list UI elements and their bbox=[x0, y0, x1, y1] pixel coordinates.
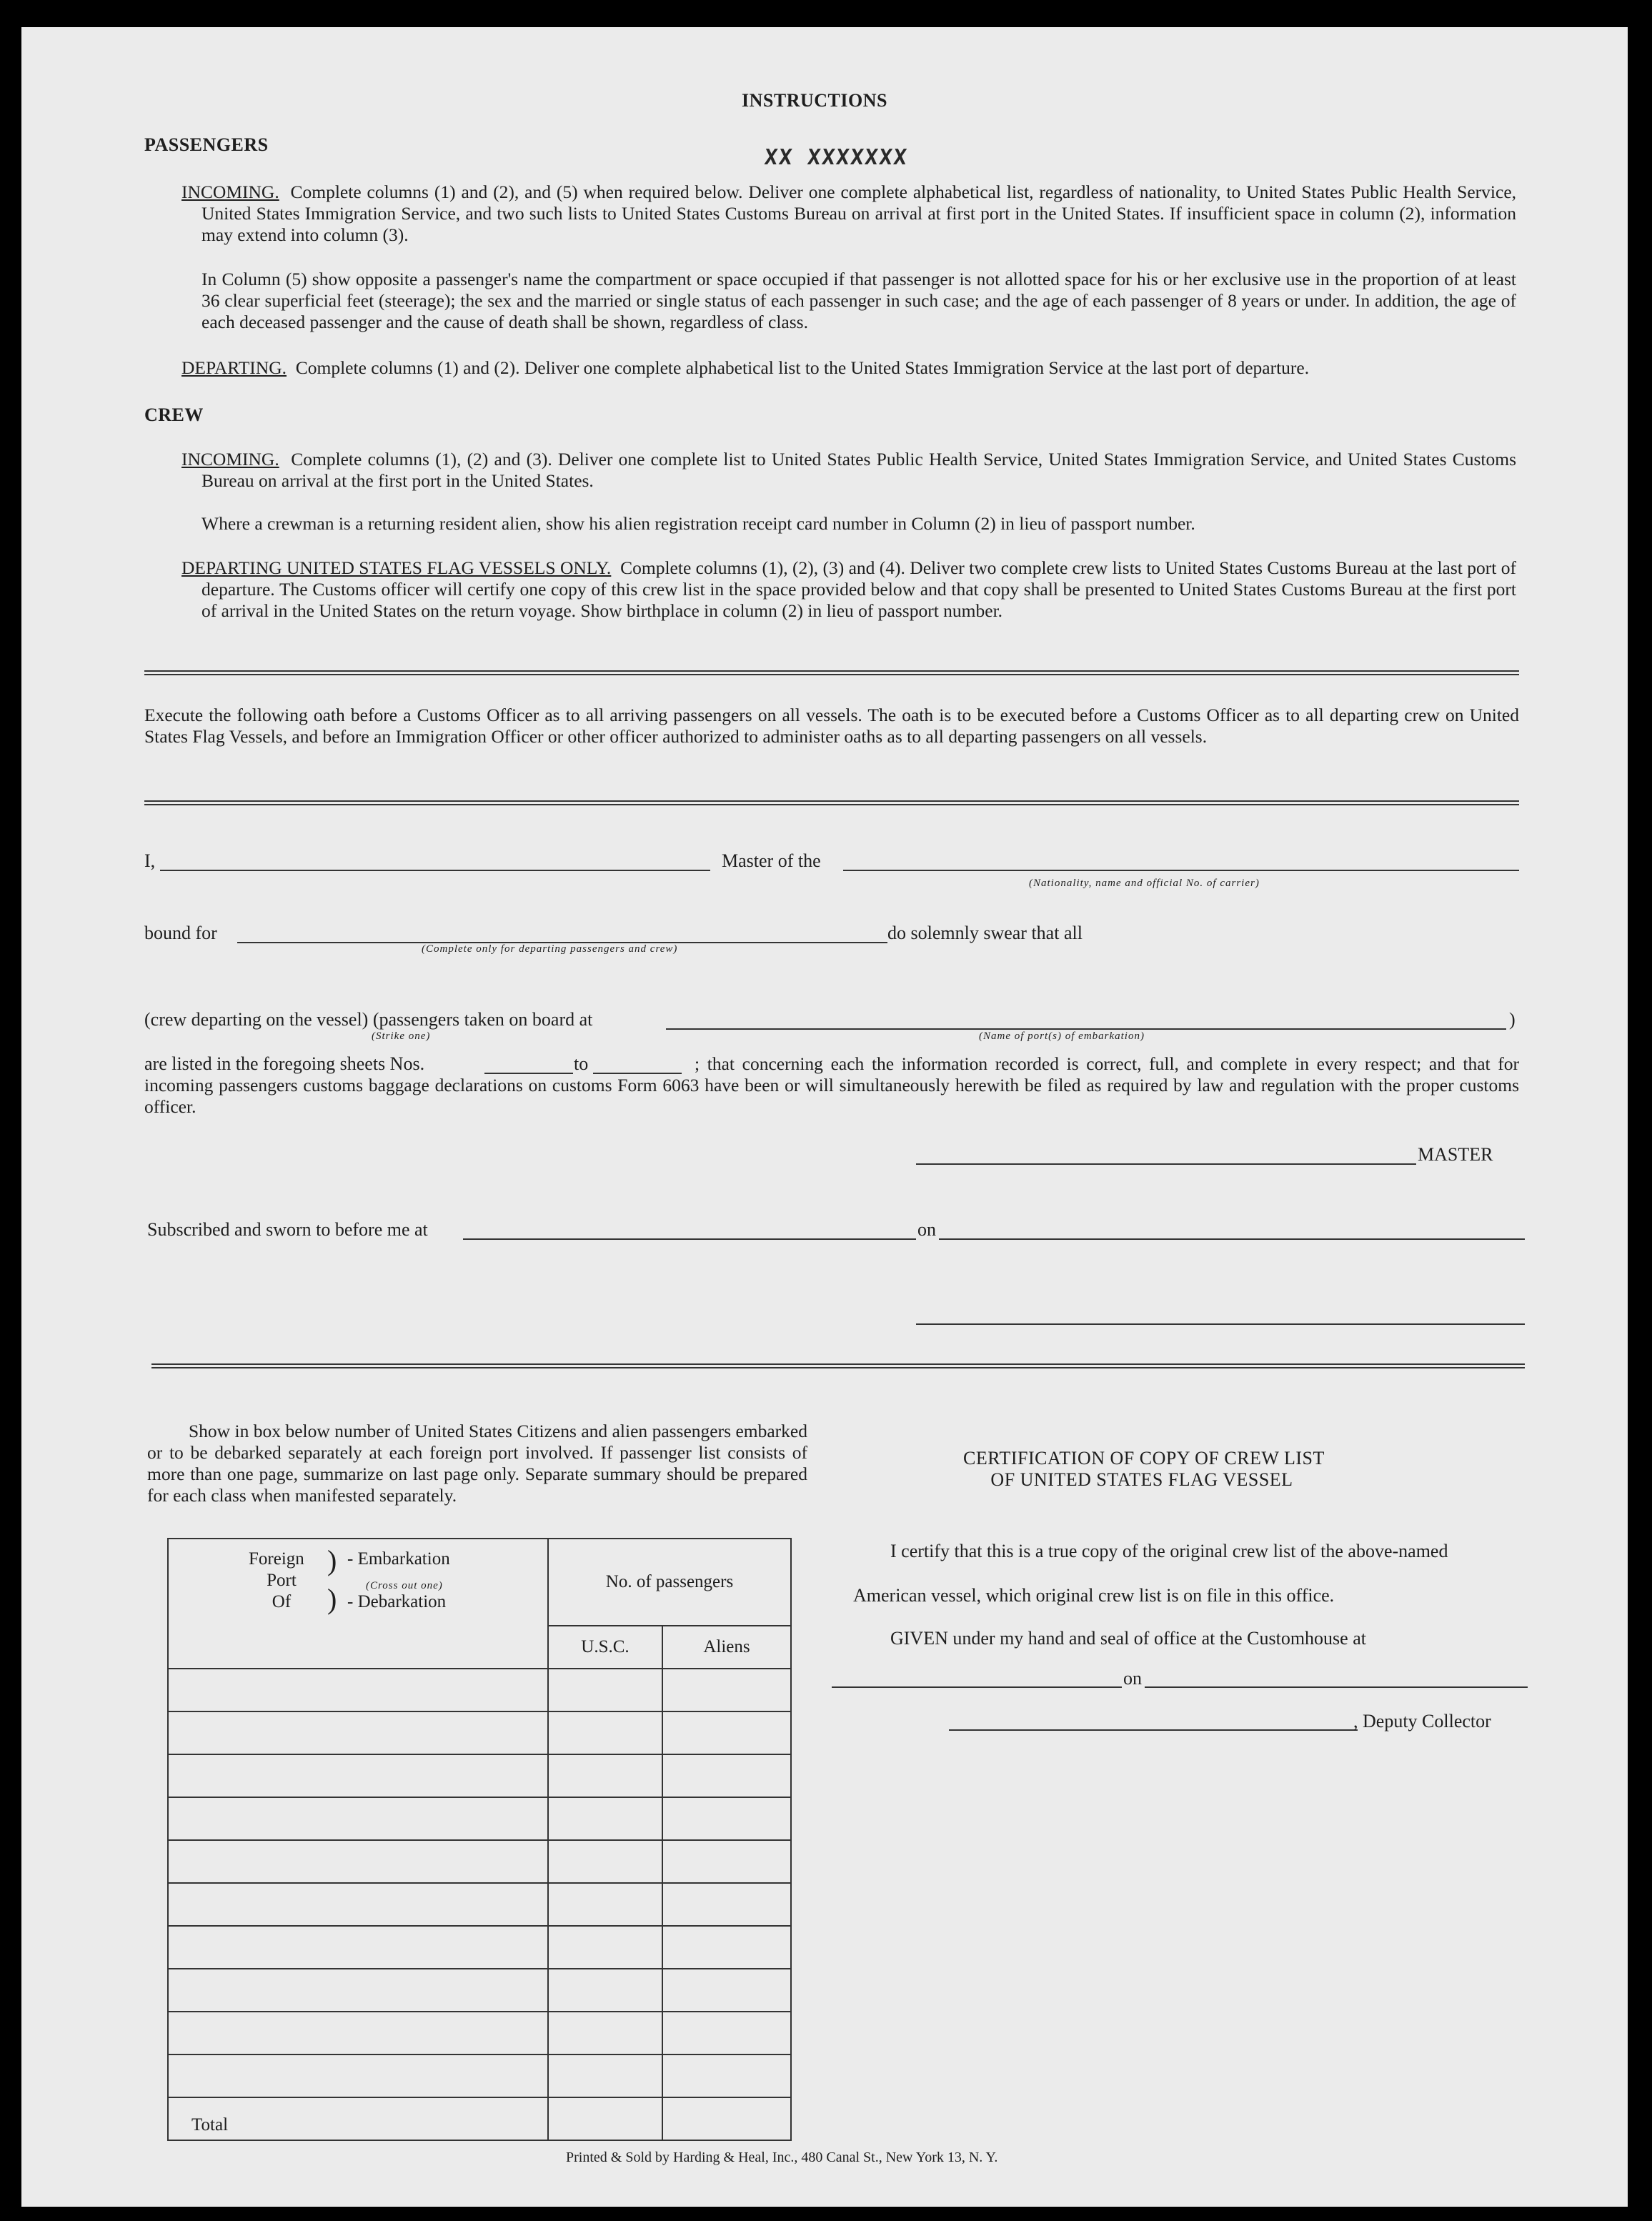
table-row bbox=[168, 1926, 791, 1969]
aliens-cell[interactable] bbox=[662, 1711, 791, 1754]
embarkation-port-field[interactable] bbox=[666, 1028, 1506, 1030]
officer-signature-field[interactable] bbox=[916, 1323, 1525, 1325]
customhouse-field[interactable] bbox=[832, 1686, 1122, 1688]
port-cell[interactable] bbox=[168, 1797, 548, 1840]
usc-cell[interactable] bbox=[548, 1969, 662, 2012]
usc-cell[interactable] bbox=[548, 1754, 662, 1797]
foreign-port-header bbox=[168, 1539, 548, 1669]
master-of-the-label: Master of the bbox=[722, 850, 821, 871]
subscribed-label: Subscribed and sworn to before me at bbox=[147, 1219, 428, 1240]
passengers-heading: PASSENGERS bbox=[144, 134, 269, 155]
usc-cell[interactable] bbox=[548, 2054, 662, 2097]
usc-cell[interactable] bbox=[548, 1797, 662, 1840]
table-row bbox=[168, 1840, 791, 1883]
printer-footer: Printed & Sold by Harding & Heal, Inc., 480 Canal St., New York 13, N. Y. bbox=[566, 2150, 998, 2165]
to-label: to bbox=[574, 1053, 589, 1074]
aliens-cell[interactable] bbox=[662, 1797, 791, 1840]
divider-1 bbox=[144, 670, 1519, 675]
aliens-cell[interactable] bbox=[662, 1669, 791, 1711]
port-label: Port bbox=[267, 1571, 297, 1590]
summary-text: Show in box below number of United States Citizens and alien passengers embarked or to be debarked separately at each foreign port involved. If passenger list consists of more than one page, summarize on last page only. Separate summary should be prepared for each class when manifested separately. bbox=[147, 1421, 807, 1506]
subscribed-place-field[interactable] bbox=[463, 1238, 916, 1240]
passengers-incoming-label: INCOMING. bbox=[181, 182, 279, 202]
crew-heading: CREW bbox=[144, 404, 204, 425]
aliens-cell[interactable] bbox=[662, 1883, 791, 1926]
passengers-departing-text: Complete columns (1) and (2). Deliver one complete alphabetical list to the United States Immigration Service at the last port of departure. bbox=[295, 357, 1310, 378]
usc-cell[interactable] bbox=[548, 1711, 662, 1754]
table-row bbox=[168, 1711, 791, 1754]
certification-date-field[interactable] bbox=[1145, 1686, 1528, 1688]
usc-total-cell[interactable] bbox=[548, 2097, 662, 2140]
nationality-caption: (Nationality, name and official No. of carrier) bbox=[1029, 878, 1260, 889]
certify-line-2: American vessel, which original crew list is on file in this office. bbox=[853, 1585, 1335, 1606]
port-cell[interactable] bbox=[168, 1883, 548, 1926]
table-row bbox=[168, 1883, 791, 1926]
certification-title-1: CERTIFICATION OF COPY OF CREW LIST bbox=[963, 1448, 1325, 1469]
foreign-label: Foreign bbox=[249, 1549, 304, 1569]
bound-for-label: bound for bbox=[144, 923, 217, 943]
instructions-title: INSTRUCTIONS bbox=[742, 90, 887, 111]
usc-cell[interactable] bbox=[548, 1883, 662, 1926]
swear-text: do solemnly swear that all bbox=[887, 923, 1083, 943]
passengers-departing-paragraph bbox=[181, 357, 1516, 379]
listed-rest: ; that concerning each the information recorded is correct, full, and complete in every respect; and that for incoming passengers customs baggage declarations on customs Form 6063 have been or will simultaneously herewith be filed as required by law and regulation with the proper customs officer. bbox=[144, 1053, 1519, 1117]
usc-header: U.S.C. bbox=[548, 1626, 662, 1669]
deputy-collector-label: , Deputy Collector bbox=[1353, 1711, 1491, 1731]
bound-for-caption: (Complete only for departing passengers and crew) bbox=[422, 943, 678, 955]
strike-one-caption: (Strike one) bbox=[372, 1030, 431, 1042]
crew-departing-text-line: (crew departing on the vessel) (passengers taken on board at bbox=[144, 1009, 593, 1030]
divider-3 bbox=[151, 1363, 1525, 1368]
master-signature-field[interactable] bbox=[916, 1163, 1416, 1165]
port-cell[interactable] bbox=[168, 1969, 548, 2012]
port-cell[interactable] bbox=[168, 2054, 548, 2097]
port-cell[interactable] bbox=[168, 2012, 548, 2054]
table-row bbox=[168, 1669, 791, 1711]
total-label: Total bbox=[168, 2097, 548, 2140]
aliens-header: Aliens bbox=[662, 1626, 791, 1669]
aliens-cell[interactable] bbox=[662, 2054, 791, 2097]
deputy-signature-field[interactable] bbox=[949, 1729, 1358, 1731]
port-cell[interactable] bbox=[168, 1754, 548, 1797]
aliens-cell[interactable] bbox=[662, 1754, 791, 1797]
no-passengers-header: No. of passengers bbox=[548, 1539, 791, 1626]
crew-incoming-label: INCOMING. bbox=[181, 449, 279, 469]
aliens-cell[interactable] bbox=[662, 2012, 791, 2054]
usc-cell[interactable] bbox=[548, 1926, 662, 1969]
crew-incoming-paragraph bbox=[181, 449, 1516, 492]
subscribed-on-label: on bbox=[917, 1219, 936, 1240]
master-label: MASTER bbox=[1418, 1144, 1493, 1165]
aliens-cell[interactable] bbox=[662, 1969, 791, 2012]
port-caption: (Name of port(s) of embarkation) bbox=[979, 1030, 1145, 1042]
usc-cell[interactable] bbox=[548, 1669, 662, 1711]
given-line: GIVEN under my hand and seal of office at the Customhouse at bbox=[890, 1628, 1366, 1649]
crew-departing-text: Complete columns (1), (2), (3) and (4). Deliver two complete crew lists to United States Customs Bureau at the last port of departure. The Customs officer will certify one copy of this crew list in the space provided below and that copy shall be presented to United States Customs Bureau at the first port of arrival in the United States on the return voyage. Show birthplace in column (2) in lieu of passport number. bbox=[201, 557, 1516, 621]
cross-out-caption bbox=[366, 1574, 443, 1594]
table-row bbox=[168, 2054, 791, 2097]
crew-departing-paragraph bbox=[181, 557, 1516, 622]
aliens-cell[interactable] bbox=[662, 1840, 791, 1883]
table-row bbox=[168, 1969, 791, 2012]
usc-cell[interactable] bbox=[548, 2012, 662, 2054]
certification-on-label: on bbox=[1123, 1668, 1142, 1689]
carrier-field[interactable] bbox=[843, 870, 1519, 871]
brace-top-icon: ) bbox=[327, 1544, 337, 1576]
table-row bbox=[168, 1754, 791, 1797]
passenger-summary-table bbox=[167, 1538, 792, 2141]
subscribed-date-field[interactable] bbox=[939, 1238, 1525, 1240]
column5-paragraph: In Column (5) show opposite a passenger's name the compartment or space occupied if that passenger is not allotted space for his or her exclusive use in the proportion of at least 36 clear superficial feet (steerage); the sex and the married or single status of each passenger in such case; and the age of each passenger of 8 years or under. In addition, the age of each deceased passenger and the cause of death shall be shown, regardless of class. bbox=[201, 269, 1516, 332]
of-label: Of bbox=[272, 1592, 292, 1611]
divider-2 bbox=[144, 800, 1519, 805]
form-page bbox=[21, 27, 1628, 2207]
table-row bbox=[168, 2012, 791, 2054]
crew-departing-label: DEPARTING UNITED STATES FLAG VESSELS ONLY. bbox=[181, 557, 612, 578]
oath-intro: Execute the following oath before a Customs Officer as to all arriving passengers on all vessels. The oath is to be executed before a Customs Officer as to all departing crew on United States Flag Vessels, and before an Immigration Officer or other officer authorized to administer oaths as to all departing passengers on all vessels. bbox=[144, 705, 1519, 747]
oath-i-label: I, bbox=[144, 850, 156, 871]
table-row bbox=[168, 1797, 791, 1840]
total-row bbox=[168, 2097, 791, 2140]
usc-cell[interactable] bbox=[548, 1840, 662, 1883]
crew-incoming-text: Complete columns (1), (2) and (3). Deliver one complete list to United States Public Health Service, United States Immigration Service, and United States Customs Bureau on arrival at the first port in the United States. bbox=[201, 449, 1517, 491]
aliens-total-cell[interactable] bbox=[662, 2097, 791, 2140]
port-cell[interactable] bbox=[168, 1926, 548, 1969]
certify-line-1: I certify that this is a true copy of the original crew list of the above-named bbox=[890, 1541, 1448, 1561]
listed-prefix: are listed in the foregoing sheets Nos. bbox=[144, 1053, 425, 1074]
aliens-cell[interactable] bbox=[662, 1926, 791, 1969]
close-paren: ) bbox=[1509, 1009, 1516, 1030]
certification-title-2: OF UNITED STATES FLAG VESSEL bbox=[990, 1469, 1293, 1490]
debarkation-label: - Debarkation bbox=[347, 1592, 447, 1611]
brace-bottom-icon: ) bbox=[327, 1583, 337, 1615]
passengers-incoming-paragraph bbox=[181, 182, 1516, 246]
embarkation-label: - Embarkation bbox=[347, 1549, 450, 1569]
cross-out-text: (Cross out one) bbox=[366, 1580, 443, 1591]
passengers-incoming-text: Complete columns (1) and (2), and (5) when required below. Deliver one complete alphabetical list, regardless of nationality, to United States Public Health Service, United States Immigration Service, and two such lists to United States Customs Bureau on arrival at first port in the United States. If insufficient space in column (2), information may extend into column (3). bbox=[201, 182, 1517, 245]
crew-resident-paragraph: Where a crewman is a returning resident alien, show his alien registration receipt card number in Column (2) in lieu of passport number. bbox=[201, 513, 1195, 534]
typed-stamp: XX XXXXXXX bbox=[763, 145, 910, 170]
passengers-departing-label: DEPARTING. bbox=[181, 357, 287, 378]
port-cell[interactable] bbox=[168, 1711, 548, 1754]
master-name-field[interactable] bbox=[160, 870, 710, 871]
port-cell[interactable] bbox=[168, 1840, 548, 1883]
port-cell[interactable] bbox=[168, 1669, 548, 1711]
